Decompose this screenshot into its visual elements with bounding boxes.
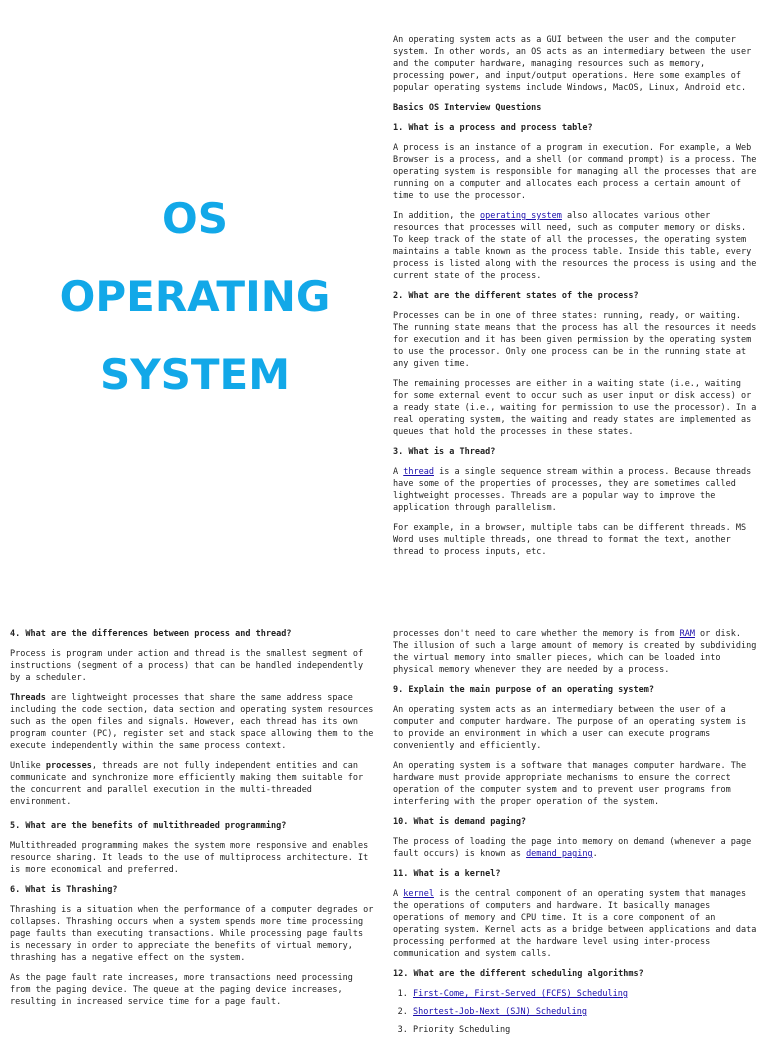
question-11-heading: 11. What is a kernel?: [393, 869, 501, 879]
question-2-paragraph-1: Processes can be in one of three states: running, ready, or waiting. The running state means that the process has all the resources it needs for execution and it has been given permission by the operating system to use the processor. Only one process can be in the running state at any given time.: [393, 311, 757, 369]
top-right-column: [393, 34, 759, 566]
cover-title-line-1: OS: [162, 194, 228, 243]
list-item: [413, 1024, 759, 1036]
question-9-paragraph-1: An operating system acts as an intermediary between the user of a computer and computer hardware. The purpose of an operating system is to provide an environment in which a user can execute programs conveniently and efficiently.: [393, 705, 747, 751]
question-4-paragraph-3: Unlike processes, threads are not fully independent entities and can communicate and synchronize more efficiently making them suitable for the concurrent and parallel execution in the multi-threaded environment.: [10, 761, 364, 807]
section-heading: Basics OS Interview Questions: [393, 103, 542, 113]
question-2-heading: 2. What are the different states of the process?: [393, 291, 639, 301]
operating-system-link[interactable]: operating system: [480, 211, 562, 221]
priority-scheduling-text: Priority Scheduling: [413, 1025, 511, 1035]
question-11-paragraph-1: A kernel is the central component of an operating system that manages the operations of computers and hardware. It basically manages operations of memory and CPU time. It is a core component of an operating system. Kernel acts as a bridge between applications and data processing performed at the hardware level using inter-process communication and system calls.: [393, 889, 757, 959]
question-4-paragraph-2: Threads are lightweight processes that share the same address space including the code section, data section and operating system resources such as the open files and signals. However, each thread has its own program counter (PC), register set and stack space allowing them to the execute independently within the same process context.: [10, 693, 374, 751]
bottom-left-column: [10, 628, 375, 1016]
question-10-paragraph-1: The process of loading the page into memory on demand (whenever a page fault occurs) is known as demand paging.: [393, 837, 752, 859]
intro-paragraph: An operating system acts as a GUI between the user and the computer system. In other words, an OS acts as an intermediary between the user and the computer hardware, managing resources such as memory, processing power, and input/output operations. Here some examples of popular operating systems include Windows, MacOS, Linux, Android etc.: [393, 35, 752, 93]
question-6-heading: 6. What is Thrashing?: [10, 885, 118, 895]
question-9-paragraph-2: An operating system is a software that manages computer hardware. The hardware must provide appropriate mechanisms to ensure the correct operation of the computer system and to prevent user programs from interfering with the proper operation of the system.: [393, 761, 747, 807]
question-5-paragraph-1: Multithreaded programming makes the system more responsive and enables resource sharing. It leads to the use of multiprocess architecture. It is more economical and preferred.: [10, 841, 369, 875]
question-1-paragraph-2: In addition, the operating system also allocates various other resources that processes will need, such as computer memory or disks. To keep track of the state of all the processes, the operating system maintains a table known as the process table. Inside this table, every process is listed along with the resources the process is using and the current state of the process.: [393, 211, 757, 281]
list-item: [413, 988, 759, 1000]
fcfs-link[interactable]: First-Come, First-Served (FCFS) Scheduling: [413, 989, 628, 999]
scheduling-algorithms-list: [413, 988, 759, 1036]
cover-title-line-2: OPERATING: [59, 272, 331, 321]
kernel-link[interactable]: kernel: [403, 889, 434, 899]
ram-link[interactable]: RAM: [679, 629, 695, 639]
question-3-paragraph-1: A thread is a single sequence stream within a process. Because threads have some of the properties of processes, they are sometimes called lightweight processes. Threads are a popular way to improve the application through parallelism.: [393, 467, 752, 513]
sjn-link[interactable]: Shortest-Job-Next (SJN) Scheduling: [413, 1007, 587, 1017]
question-2-paragraph-2: The remaining processes are either in a waiting state (i.e., waiting for some external event to occur such as user input or disk access) or a ready state (i.e., waiting for permission to use the processor). In a real operating system, the waiting and ready states are implemented as queues that hold the processes in these states.: [393, 379, 757, 437]
demand-paging-link[interactable]: demand paging: [526, 849, 593, 859]
question-1-paragraph-1: A process is an instance of a program in execution. For example, a Web Browser is a process, and a shell (or command prompt) is a process. The operating system is responsible for managing all the processes that are running on a computer and allocates each process a certain amount of time to use the processor.: [393, 143, 757, 201]
question-12-heading: 12. What are the different scheduling algorithms?: [393, 969, 644, 979]
question-9-heading: 9. Explain the main purpose of an operating system?: [393, 685, 654, 695]
bottom-right-column: [393, 628, 759, 1042]
question-6-paragraph-2: As the page fault rate increases, more transactions need processing from the paging device. The queue at the paging device increases, resulting in increased service time for a page fault.: [10, 973, 353, 1007]
cover-title-line-3: SYSTEM: [99, 350, 291, 399]
question-4-heading: 4. What are the differences between process and thread?: [10, 629, 292, 639]
question-3-heading: 3. What is a Thread?: [393, 447, 496, 457]
question-5-heading: 5. What are the benefits of multithreaded programming?: [10, 821, 287, 831]
question-10-heading: 10. What is demand paging?: [393, 817, 527, 827]
thread-link[interactable]: thread: [403, 467, 434, 477]
question-4-paragraph-1: Process is program under action and thread is the smallest segment of instructions (segment of a process) that can be handled independently by a scheduler.: [10, 649, 364, 683]
question-6-paragraph-1: Thrashing is a situation when the performance of a computer degrades or collapses. Thrashing occurs when a system spends more time processing page faults than executing transactions. While processing page faults is necessary in order to appreciate the benefits of virtual memory, thrashing has a negative effect on the system.: [10, 905, 374, 963]
cover-title: [0, 180, 390, 414]
list-item: [413, 1006, 759, 1018]
continued-paragraph: processes don't need to care whether the memory is from RAM or disk. The illusion of such a large amount of memory is created by subdividing the virtual memory into smaller pieces, which can be loaded into physical memory whenever they are needed by a process.: [393, 629, 757, 675]
question-3-paragraph-2: For example, in a browser, multiple tabs can be different threads. MS Word uses multiple threads, one thread to format the text, another thread to process inputs, etc.: [393, 523, 747, 557]
question-1-heading: 1. What is a process and process table?: [393, 123, 593, 133]
